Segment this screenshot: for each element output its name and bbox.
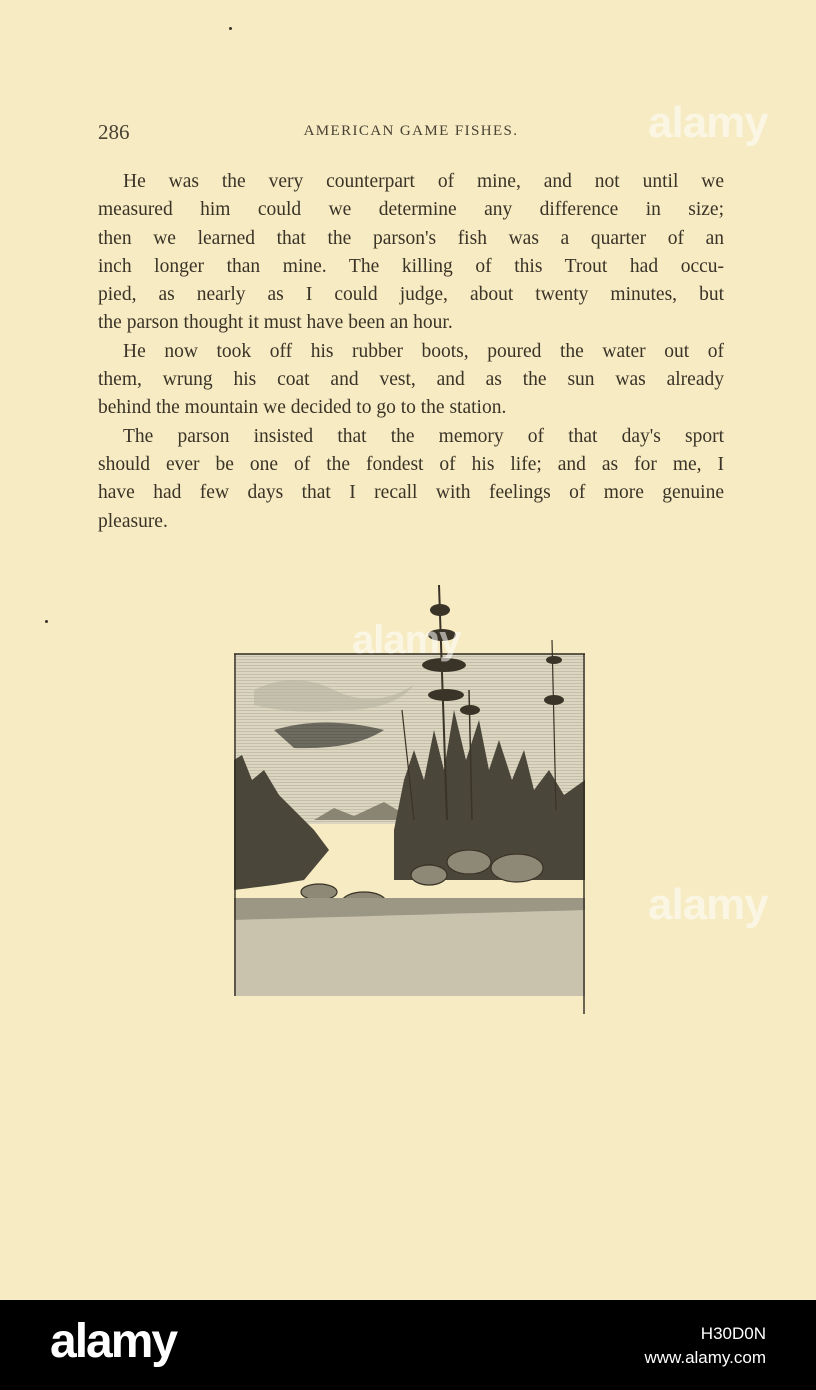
- text-line: then we learned that the parson's fish was a quarter of an: [98, 227, 724, 249]
- text-line: measured him could we determine any difference in size;: [98, 199, 724, 221]
- paragraph-1: [98, 168, 724, 338]
- text-line: should ever be one of the fondest of his life; and as for me, I: [98, 453, 724, 475]
- text-line: behind the mountain we decided to go to the station.: [98, 397, 507, 419]
- text-line: pied, as nearly as I could judge, about twenty minutes, but: [98, 284, 724, 306]
- text-line: He was the very counterpart of mine, and not until we: [123, 171, 724, 192]
- print-speck: [229, 27, 232, 30]
- text-line: them, wrung his coat and vest, and as the sun was already: [98, 369, 724, 391]
- paragraph-3: [98, 423, 724, 536]
- image-id: H30D0N: [700, 1324, 766, 1343]
- watermark: alamy: [352, 618, 461, 662]
- print-speck: [45, 620, 48, 623]
- text-line: inch longer than mine. The killing of this Trout had occu-: [98, 255, 724, 277]
- watermark: alamy: [648, 98, 768, 147]
- text-line: The parson insisted that the memory of that day's sport: [123, 425, 724, 447]
- text-line: pleasure.: [98, 510, 168, 532]
- text-line: the parson thought it must have been an hour.: [98, 312, 453, 334]
- stock-logo: alamy: [50, 1315, 177, 1368]
- text-line: have had few days that I recall with feelings of more genuine: [98, 482, 724, 504]
- page-number: 286: [98, 120, 130, 144]
- running-head: [98, 120, 724, 144]
- paragraph-2: [98, 338, 724, 423]
- running-title: AMERICAN GAME FISHES.: [303, 123, 519, 139]
- text-line: He now took off his rubber boots, poured the water out of: [123, 340, 724, 362]
- body-text: [98, 168, 724, 536]
- stock-credit-bar: [0, 1300, 816, 1390]
- stock-site: www.alamy.com: [644, 1348, 766, 1367]
- watermark: alamy: [648, 880, 768, 929]
- stock-image-id: [644, 1322, 766, 1370]
